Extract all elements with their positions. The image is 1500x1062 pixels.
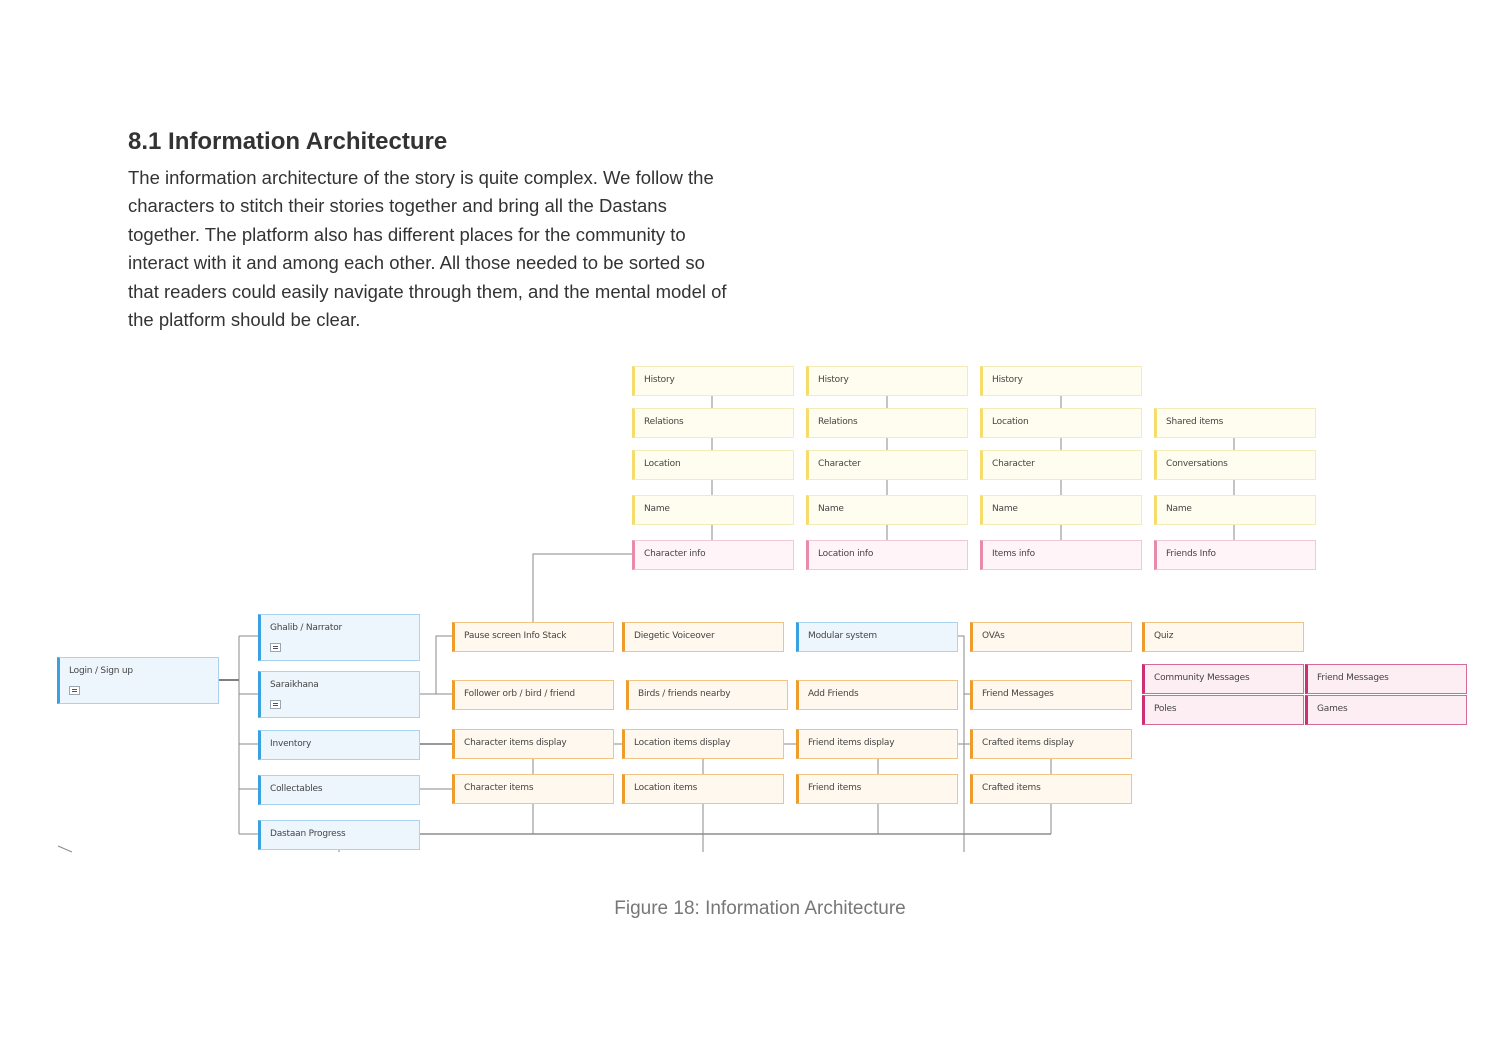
char-info-location-node [632, 450, 794, 480]
node-label: Dastaan Progress [270, 829, 346, 839]
node-label: Friend items [808, 783, 862, 793]
items-info-character-node [980, 450, 1142, 480]
node-label: Relations [644, 417, 684, 427]
items-info-name-node [980, 495, 1142, 525]
items-info-location-node [980, 408, 1142, 438]
birds-friends-nearby-node [626, 680, 788, 710]
location-items-display-node [622, 729, 784, 759]
crafted-items-node [970, 774, 1132, 804]
items-info-history-node [980, 366, 1142, 396]
community-messages-node [1142, 664, 1304, 694]
char-info-history-node [632, 366, 794, 396]
character-items-node [452, 774, 614, 804]
note-icon [270, 700, 281, 709]
node-label: Shared items [1166, 417, 1224, 427]
quiz-node [1142, 622, 1304, 652]
character-items-display-node [452, 729, 614, 759]
node-label: Poles [1154, 704, 1177, 714]
diegetic-voiceover-node [622, 622, 784, 652]
saraikhana-node [258, 671, 420, 718]
login-signup-node [57, 657, 219, 704]
section-title: 8.1 Information Architecture [128, 128, 448, 155]
location-items-node [622, 774, 784, 804]
node-label: Location [644, 459, 681, 469]
node-label: History [818, 375, 849, 385]
node-label: OVAs [982, 631, 1005, 641]
figure-caption: Figure 18: Information Architecture [614, 898, 906, 919]
node-label: History [992, 375, 1023, 385]
loc-info-character-node [806, 450, 968, 480]
node-label: History [644, 375, 675, 385]
node-label: Crafted items display [982, 738, 1074, 748]
node-label: Name [1166, 504, 1192, 514]
friend-items-display-node [796, 729, 958, 759]
inventory-node [258, 730, 420, 760]
node-label: Location info [818, 549, 874, 559]
node-label: Friend Messages [982, 689, 1054, 699]
ghalib-narrator-node [258, 614, 420, 661]
node-label: Modular system [808, 631, 878, 641]
crafted-items-display-node [970, 729, 1132, 759]
friends-info-node [1154, 540, 1316, 570]
loc-info-name-node [806, 495, 968, 525]
node-label: Birds / friends nearby [638, 689, 731, 699]
node-label: Items info [992, 549, 1035, 559]
community-friend-messages-node [1305, 664, 1467, 694]
pause-screen-node [452, 622, 614, 652]
node-label: Add Friends [808, 689, 859, 699]
char-info-relations-node [632, 408, 794, 438]
node-label: Friend Messages [1317, 673, 1389, 683]
dastaan-progress-node [258, 820, 420, 850]
ovas-node [970, 622, 1132, 652]
node-label: Name [644, 504, 670, 514]
node-label: Quiz [1154, 631, 1174, 641]
node-label: Conversations [1166, 459, 1228, 469]
section-body: The information architecture of the story is quite complex. We follow the characters to stitch their stories together and bring all the Dastans together. The platform also has different places for the community to interact with it and among each other. All those needed to be sorted so that readers could easily navigate through them, and the mental model of the platform should be clear. [128, 167, 727, 331]
friends-info-conversations-node [1154, 450, 1316, 480]
node-label: Friend items display [808, 738, 895, 748]
collectables-node [258, 775, 420, 805]
node-label: Inventory [270, 739, 312, 749]
node-label: Character [992, 459, 1035, 469]
friends-info-shared-items-node [1154, 408, 1316, 438]
note-icon [270, 643, 281, 652]
friend-messages-node [970, 680, 1132, 710]
add-friends-node [796, 680, 958, 710]
node-label: Follower orb / bird / friend [464, 689, 575, 699]
node-label: Location [992, 417, 1029, 427]
note-icon [69, 686, 80, 695]
node-label: Diegetic Voiceover [634, 631, 715, 641]
node-label: Character items display [464, 738, 567, 748]
node-label: Login / Sign up [69, 666, 133, 676]
node-label: Crafted items [982, 783, 1041, 793]
modular-system-node [796, 622, 958, 652]
node-label: Name [818, 504, 844, 514]
loc-info-relations-node [806, 408, 968, 438]
node-label: Character info [644, 549, 706, 559]
friends-info-name-node [1154, 495, 1316, 525]
character-info-node [632, 540, 794, 570]
node-label: Saraikhana [270, 680, 319, 690]
node-label: Ghalib / Narrator [270, 623, 343, 633]
node-label: Collectables [270, 784, 323, 794]
node-label: Character items [464, 783, 534, 793]
node-label: Friends Info [1166, 549, 1216, 559]
friend-items-node [796, 774, 958, 804]
node-label: Community Messages [1154, 673, 1250, 683]
follower-orb-node [452, 680, 614, 710]
node-label: Relations [818, 417, 858, 427]
node-label: Location items [634, 783, 698, 793]
items-info-node [980, 540, 1142, 570]
games-node [1305, 695, 1467, 725]
node-label: Character [818, 459, 861, 469]
node-label: Games [1317, 704, 1348, 714]
char-info-name-node [632, 495, 794, 525]
loc-info-history-node [806, 366, 968, 396]
node-label: Location items display [634, 738, 731, 748]
location-info-node [806, 540, 968, 570]
node-label: Name [992, 504, 1018, 514]
poles-node [1142, 695, 1304, 725]
node-label: Pause screen Info Stack [464, 631, 567, 641]
